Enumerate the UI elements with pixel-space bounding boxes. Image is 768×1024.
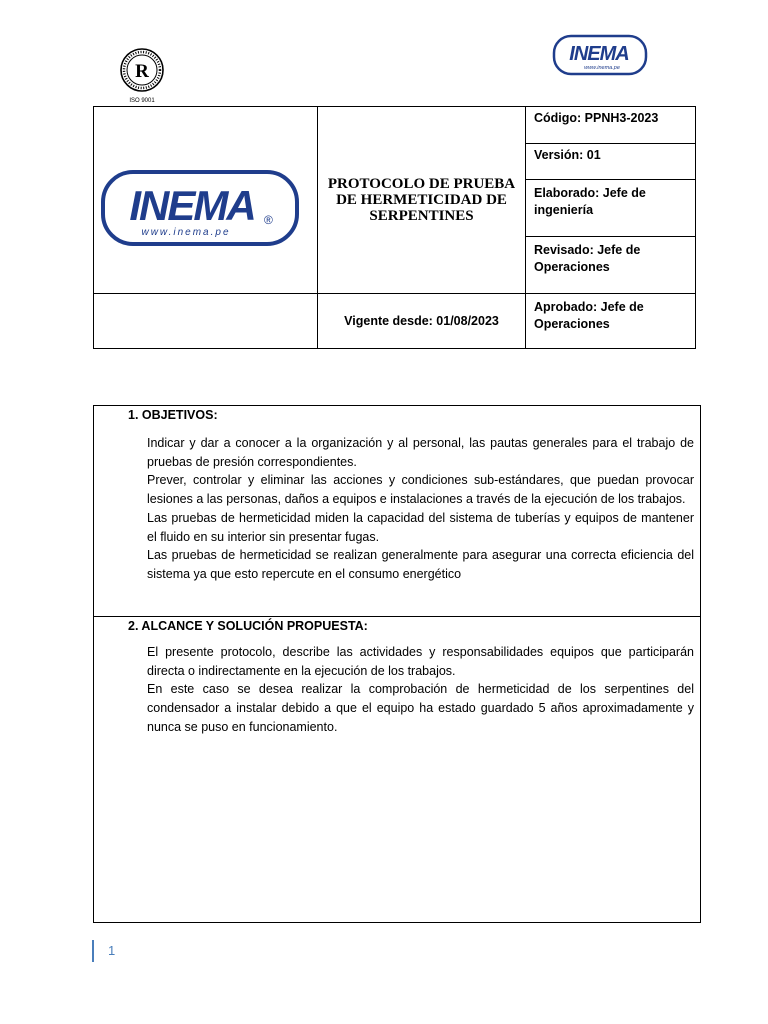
svg-text:www.inema.pe: www.inema.pe xyxy=(141,227,231,238)
svg-text:www.inema.pe: www.inema.pe xyxy=(584,65,620,71)
elaborated-by: Elaborado: Jefe de ingeniería xyxy=(534,186,646,217)
section-objetivos-body xyxy=(147,434,694,584)
inema-logo-large xyxy=(100,169,300,247)
inema-logo-small xyxy=(552,34,648,76)
section-alcance xyxy=(128,618,688,635)
section-objetivos xyxy=(128,407,688,424)
section-title: 2. ALCANCE Y SOLUCIÓN PROPUESTA: xyxy=(128,619,368,633)
document-version: Versión: 01 xyxy=(534,148,601,162)
paragraph: El presente protocolo, describe las actividades y responsabilidades equipos que participarán directa o indirectamente en la ejecución de los trabajos. xyxy=(147,645,694,678)
section-title: 1. OBJETIVOS: xyxy=(128,408,218,422)
paragraph: En este caso se desea realizar la comprobación de hermeticidad de los serpentines del condensador a instalar debido a que el equipo ha estado guardado 5 años aproximadamente y nunca se puso en funcionamiento. xyxy=(147,682,694,734)
svg-text:R: R xyxy=(135,61,149,82)
paragraph: Prever, controlar y eliminar las acciones y condiciones sub-estándares, que puedan provocar lesiones a las personas, daños a equipos e instalaciones a través de la ejecución de los trabajos. xyxy=(147,473,694,507)
paragraph: Indicar y dar a conocer a la organización y al personal, las pautas generales para el trabajo de pruebas de presión correspondientes. xyxy=(147,436,694,469)
iso-label: ISO 9001 xyxy=(129,98,155,104)
document-header-table xyxy=(93,106,696,349)
page-number xyxy=(92,940,115,962)
approved-by: Aprobado: Jefe de Operaciones xyxy=(534,300,644,331)
paragraph: Las pruebas de hermeticidad se realizan generalmente para asegurar una correcta eficiencia del sistema ya que esto repercute en el consumo energético xyxy=(147,548,694,581)
document-code: Código: PPNH3-2023 xyxy=(534,111,659,125)
document-title: PROTOCOLO DE PRUEBA DE HERMETICIDAD DE SERPENTINES xyxy=(327,176,516,224)
paragraph: Las pruebas de hermeticidad miden la capacidad del sistema de tuberías y equipos de mantener el fluido en su interior sin presentar fugas. xyxy=(147,510,694,544)
content-table xyxy=(93,405,701,923)
svg-text:®: ® xyxy=(264,213,273,227)
page-number-label: 1 xyxy=(108,943,116,958)
valid-from: Vigente desde: 01/08/2023 xyxy=(344,313,499,328)
reviewed-by: Revisado: Jefe de Operaciones xyxy=(534,243,641,274)
svg-text:INEMA: INEMA xyxy=(569,43,629,65)
section-alcance-body xyxy=(147,643,694,737)
iso-certification-seal xyxy=(116,46,168,104)
svg-text:INEMA: INEMA xyxy=(129,182,255,229)
